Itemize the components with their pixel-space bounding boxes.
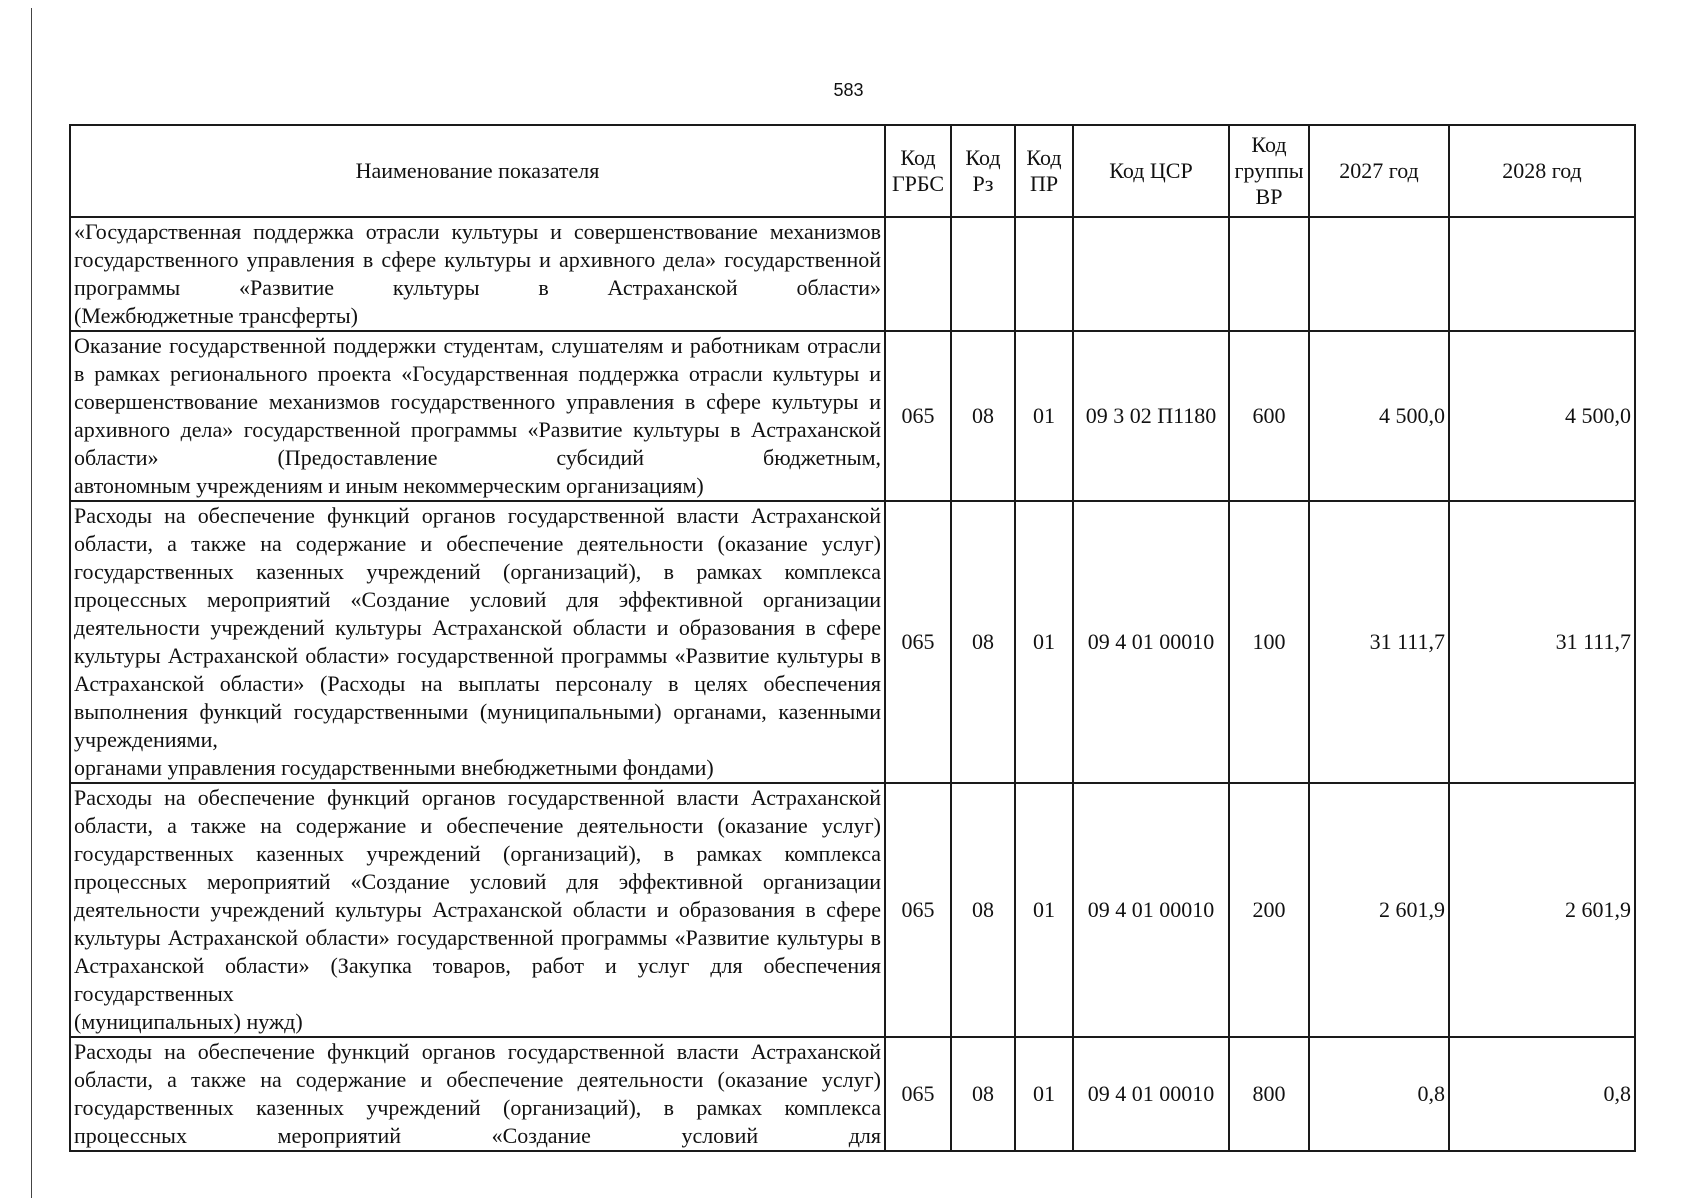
row-csr: 09 4 01 00010 — [1073, 1037, 1229, 1151]
row-2027 — [1309, 217, 1449, 331]
row-grbs: 065 — [885, 1037, 951, 1151]
table-row — [70, 331, 1635, 501]
header-2028: 2028 год — [1449, 125, 1635, 217]
row-name-cell — [70, 331, 885, 501]
row-2027: 4 500,0 — [1309, 331, 1449, 501]
row-vr: 100 — [1229, 501, 1309, 783]
row-pr: 01 — [1015, 1037, 1073, 1151]
row-csr: 09 4 01 00010 — [1073, 501, 1229, 783]
row-2027: 31 111,7 — [1309, 501, 1449, 783]
row-grbs: 065 — [885, 783, 951, 1037]
row-vr — [1229, 217, 1309, 331]
row-grbs: 065 — [885, 331, 951, 501]
row-2028: 2 601,9 — [1449, 783, 1635, 1037]
row-pr: 01 — [1015, 331, 1073, 501]
left-margin-line — [31, 8, 32, 1198]
row-rz: 08 — [951, 783, 1015, 1037]
row-csr: 09 4 01 00010 — [1073, 783, 1229, 1037]
row-csr: 09 3 02 П1180 — [1073, 331, 1229, 501]
header-csr: Код ЦСР — [1073, 125, 1229, 217]
row-grbs: 065 — [885, 501, 951, 783]
row-csr — [1073, 217, 1229, 331]
row-2027: 0,8 — [1309, 1037, 1449, 1151]
row-name-text: Расходы на обеспечение функций органов государственной власти Астраханской области, а также на содержание и обеспечение деятельности (оказание услуг) государственных казенных учреждений (организаций), в рамках комплекса процессных мероприятий «Создание условий для эффективной организации деятельности учреждений культуры Астраханской области и образования в сфере культуры Астраханской области» государственной программы «Развитие культуры в Астраханской области» (Расходы на выплаты персоналу в целях обеспечения выполнения функций государственными (муниципальными) органами, казенными учреждениями, — [74, 503, 881, 752]
row-name-text: «Государственная поддержка отрасли культуры и совершенствование механизмов государственного управления в сфере культуры и архивного дела» государственной программы «Развитие культуры в Астраханской области» — [74, 219, 881, 300]
table-row — [70, 217, 1635, 331]
header-rz: Код Рз — [951, 125, 1015, 217]
row-pr — [1015, 217, 1073, 331]
row-vr: 800 — [1229, 1037, 1309, 1151]
header-name: Наименование показателя — [70, 125, 885, 217]
row-name-text: Расходы на обеспечение функций органов государственной власти Астраханской области, а также на содержание и обеспечение деятельности (оказание услуг) государственных казенных учреждений (организаций), в рамках комплекса процессных мероприятий «Создание условий для — [74, 1039, 881, 1148]
row-name-last-line: (Межбюджетные трансферты) — [74, 303, 358, 328]
table-row — [70, 501, 1635, 783]
row-name-last-line: (муниципальных) нужд) — [74, 1009, 303, 1034]
row-pr: 01 — [1015, 783, 1073, 1037]
row-name-last-line: органами управления государственными внебюджетными фондами) — [74, 755, 714, 780]
row-name-cell — [70, 1037, 885, 1151]
row-rz: 08 — [951, 331, 1015, 501]
row-rz: 08 — [951, 1037, 1015, 1151]
row-pr: 01 — [1015, 501, 1073, 783]
row-2028: 31 111,7 — [1449, 501, 1635, 783]
table-header-row — [70, 125, 1635, 217]
row-vr: 600 — [1229, 331, 1309, 501]
row-name-last-line: автономным учреждениям и иным некоммерческим организациям) — [74, 473, 704, 498]
row-rz — [951, 217, 1015, 331]
header-grbs: Код ГРБС — [885, 125, 951, 217]
row-name-text: Расходы на обеспечение функций органов государственной власти Астраханской области, а также на содержание и обеспечение деятельности (оказание услуг) государственных казенных учреждений (организаций), в рамках комплекса процессных мероприятий «Создание условий для эффективной организации деятельности учреждений культуры Астраханской области и образования в сфере культуры Астраханской области» государственной программы «Развитие культуры в Астраханской области» (Закупка товаров, работ и услуг для обеспечения государственных — [74, 785, 881, 1006]
row-2027: 2 601,9 — [1309, 783, 1449, 1037]
row-2028: 0,8 — [1449, 1037, 1635, 1151]
header-vr: Код группы ВР — [1229, 125, 1309, 217]
row-name-cell — [70, 783, 885, 1037]
row-vr: 200 — [1229, 783, 1309, 1037]
budget-table — [69, 124, 1636, 1152]
row-2028: 4 500,0 — [1449, 331, 1635, 501]
header-2027: 2027 год — [1309, 125, 1449, 217]
page-number: 583 — [833, 80, 864, 100]
table-row — [70, 783, 1635, 1037]
row-name-text: Оказание государственной поддержки студентам, слушателям и работникам отрасли в рамках регионального проекта «Государственная поддержка отрасли культуры и совершенствование механизмов государственного управления в сфере культуры и архивного дела» государственной программы «Развитие культуры в Астраханской области» (Предоставление субсидий бюджетным, — [74, 333, 881, 470]
row-grbs — [885, 217, 951, 331]
row-name-cell — [70, 501, 885, 783]
header-pr: Код ПР — [1015, 125, 1073, 217]
row-name-cell — [70, 217, 885, 331]
table-row — [70, 1037, 1635, 1151]
row-2028 — [1449, 217, 1635, 331]
row-rz: 08 — [951, 501, 1015, 783]
